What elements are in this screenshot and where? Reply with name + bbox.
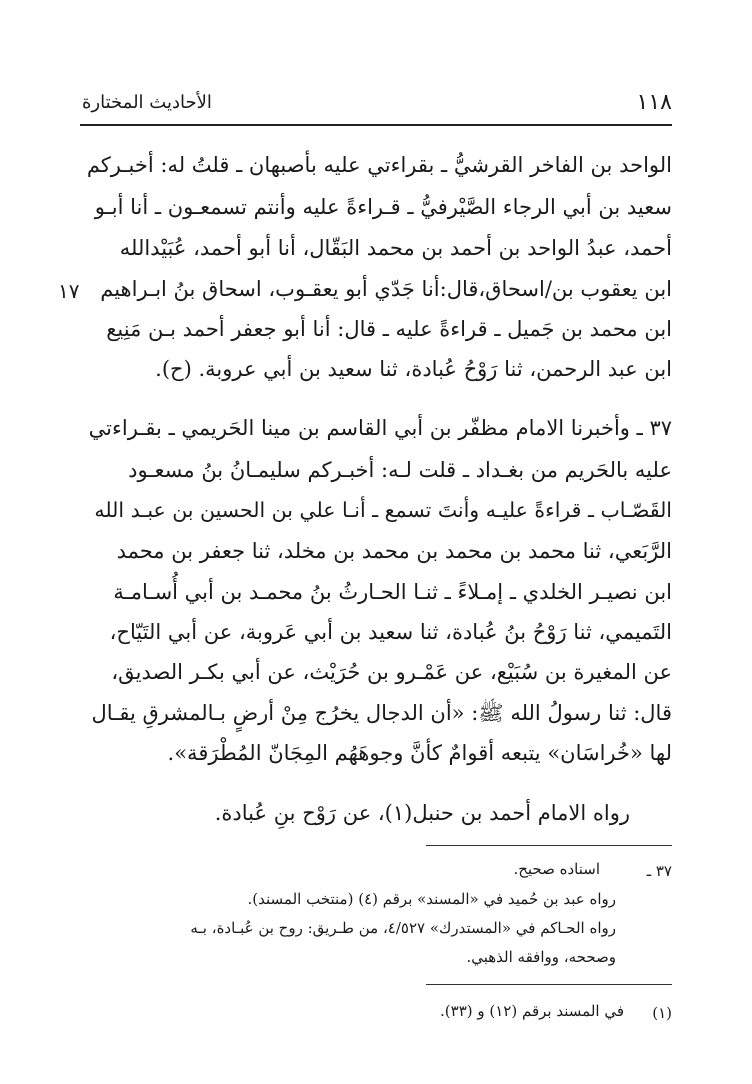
body-line: ابن عبد الرحمن، ثنا رَوْحُ عُبادة، ثنا سعيد بن أبي عروبة. (ح). (155, 357, 672, 381)
footnote-rule (426, 984, 672, 985)
body-line: ابن يعقوب بن/اسحاق،قال:أنا جَدّي أبو يعقـوب، اسحاق بنُ ابـراهيم (100, 277, 672, 301)
body-line: لها «خُراسَان» يتبعه أقوامٌ كأنَّ وجوهَهُم المِجَانّ المُطْرَقة». (167, 741, 672, 765)
body-line: ابن نصيـر الخلدي ـ إمـلاءً ـ ثنـا الحـارثُ بنُ محمـد بن أبي أُسـامـة (113, 580, 672, 604)
body-line: سعيد بن أبي الرجاء الصَّيْرفيُّ ـ قـراءةً عليه وأنتم تسمعـون ـ أنا أبـو (94, 195, 672, 219)
body-line: عن المغيرة بن سُبَيْع، عن عَمْـرو بن حُرَيْث، عن أبي بكـر الصديق، (111, 660, 672, 684)
body-line: ٣٧ ـ وأخبرنا الامام مظفّر بن أبي القاسم بن مينا الحَريمي ـ بقـراءتي (88, 416, 672, 440)
footnote-line: في المسند برقم (١٢) و (٣٣). (440, 1002, 624, 1020)
footnote-line: رواه عبد بن حُميد في «المسند» برقم (٤) (منتخب المسند). (247, 890, 616, 908)
footnote-line: رواه الحـاكم في «المستدرك» ٤/٥٢٧، من طـريق: روح بن عُبـادة، بـه (190, 919, 616, 937)
body-line: قال: ثنا رسولُ الله ﷺ: «أن الدجال يخرُج مِنْ أرضٍ بـالمشرقِ يقـال (91, 701, 672, 725)
header-rule (80, 124, 672, 126)
body-line: عليه بالحَريم من بغـداد ـ قلت لـه: أخبـركم سليمـانُ بنُ مسعـود (128, 458, 672, 482)
body-line: أحمد، عبدُ الواحد بن أحمد بن محمد البَقّال، أنا أبو أحمد، عُبَيْدالله (119, 236, 672, 260)
tkhrij-number: ٣٧ ـ (646, 862, 672, 880)
footnote-line: وصححه، ووافقه الذهبي. (466, 948, 616, 966)
footnote-line: اسناده صحيح. (513, 860, 600, 878)
body-line: الرَّبَعي، ثنا محمد بن محمد بن محمد بن مخلد، ثنا جعفر بن محمد (116, 539, 672, 563)
body-line: القَصّـاب ـ قراءةً عليـه وأنتَ تسمع ـ أنـا علي بن الحسين بن عبـد الله (94, 498, 672, 522)
running-title: الأحاديث المختارة (82, 92, 212, 113)
body-line: رواه الامام أحمد بن حنبل(١)، عن رَوْح بنِ عُبادة. (214, 801, 630, 825)
body-line: الواحد بن الفاخر القرشيُّ ـ بقراءتي عليه بأصبهان ـ قلتُ له: أخبـركم (86, 153, 672, 177)
body-line: ابن محمد بن جَميل ـ قراءةً عليه ـ قال: أنا أبو جعفر أحمد بـن مَنِيع (106, 317, 672, 341)
note-number: (١) (652, 1004, 672, 1022)
page-number: ١١٨ (636, 90, 672, 115)
margin-marker: ١٧ (58, 279, 80, 303)
body-line: التَميمي، ثنا رَوْحُ بنُ عُبادة، ثنا سعيد بن أبي عَروبة، عن أبي التَيّاح، (109, 620, 672, 644)
footnote-rule (426, 845, 672, 846)
